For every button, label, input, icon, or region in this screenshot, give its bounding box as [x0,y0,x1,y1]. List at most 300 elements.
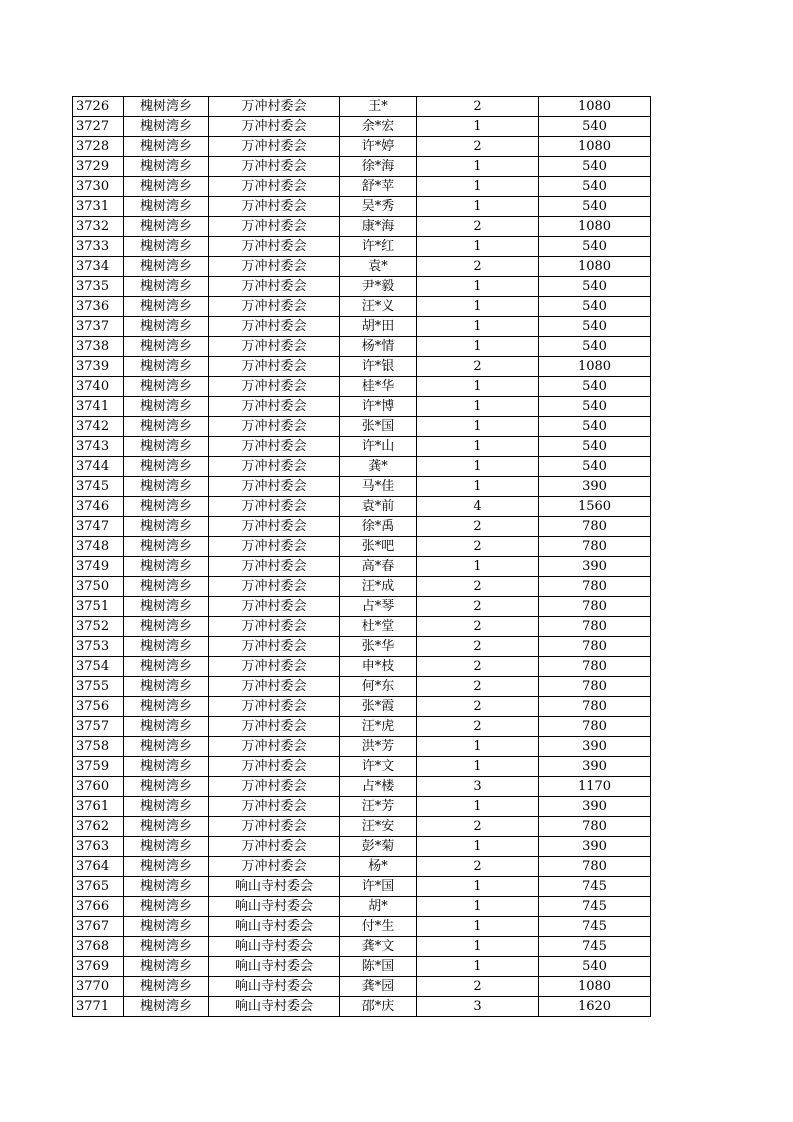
table-row [73,477,651,497]
person-name-cell: 袁*前 [340,497,417,517]
row-number-cell: 3757 [73,717,124,737]
table-row [73,437,651,457]
table-row [73,997,651,1017]
row-number-cell: 3726 [73,97,124,117]
row-number-cell: 3728 [73,137,124,157]
household-count-cell: 2 [417,817,539,837]
table-row [73,877,651,897]
table-row [73,677,651,697]
person-name-cell: 邵*庆 [340,997,417,1017]
township-cell: 槐树湾乡 [124,737,209,757]
household-count-cell: 2 [417,617,539,637]
household-count-cell: 1 [417,157,539,177]
person-name-cell: 许*国 [340,877,417,897]
household-count-cell: 1 [417,917,539,937]
township-cell: 槐树湾乡 [124,477,209,497]
township-cell: 槐树湾乡 [124,137,209,157]
table-row [73,517,651,537]
person-name-cell: 汪*芳 [340,797,417,817]
household-count-cell: 1 [417,897,539,917]
row-number-cell: 3754 [73,657,124,677]
amount-cell: 540 [539,417,651,437]
amount-cell: 540 [539,397,651,417]
person-name-cell: 陈*国 [340,957,417,977]
table-row [73,297,651,317]
household-count-cell: 2 [417,677,539,697]
table-row [73,457,651,477]
table-row [73,277,651,297]
household-count-cell: 2 [417,217,539,237]
table-row [73,737,651,757]
village-committee-cell: 万冲村委会 [209,117,340,137]
village-committee-cell: 万冲村委会 [209,157,340,177]
person-name-cell: 汪*虎 [340,717,417,737]
township-cell: 槐树湾乡 [124,257,209,277]
person-name-cell: 许*红 [340,237,417,257]
person-name-cell: 张*吧 [340,537,417,557]
person-name-cell: 舒*苹 [340,177,417,197]
township-cell: 槐树湾乡 [124,197,209,217]
row-number-cell: 3747 [73,517,124,537]
person-name-cell: 袁* [340,257,417,277]
person-name-cell: 王* [340,97,417,117]
table-row [73,777,651,797]
village-committee-cell: 万冲村委会 [209,617,340,637]
household-count-cell: 1 [417,797,539,817]
household-count-cell: 2 [417,517,539,537]
village-committee-cell: 万冲村委会 [209,537,340,557]
township-cell: 槐树湾乡 [124,717,209,737]
amount-cell: 745 [539,877,651,897]
township-cell: 槐树湾乡 [124,297,209,317]
township-cell: 槐树湾乡 [124,577,209,597]
township-cell: 槐树湾乡 [124,117,209,137]
village-committee-cell: 万冲村委会 [209,737,340,757]
roster-body [73,97,651,1017]
village-committee-cell: 响山寺村委会 [209,897,340,917]
table-row [73,817,651,837]
amount-cell: 780 [539,817,651,837]
amount-cell: 390 [539,837,651,857]
township-cell: 槐树湾乡 [124,437,209,457]
township-cell: 槐树湾乡 [124,957,209,977]
table-row [73,397,651,417]
township-cell: 槐树湾乡 [124,837,209,857]
amount-cell: 540 [539,377,651,397]
amount-cell: 540 [539,297,651,317]
row-number-cell: 3738 [73,337,124,357]
row-number-cell: 3733 [73,237,124,257]
amount-cell: 540 [539,177,651,197]
household-count-cell: 2 [417,357,539,377]
table-row [73,637,651,657]
amount-cell: 390 [539,757,651,777]
township-cell: 槐树湾乡 [124,757,209,777]
row-number-cell: 3771 [73,997,124,1017]
village-committee-cell: 万冲村委会 [209,717,340,737]
table-row [73,417,651,437]
row-number-cell: 3739 [73,357,124,377]
township-cell: 槐树湾乡 [124,777,209,797]
table-row [73,117,651,137]
village-committee-cell: 万冲村委会 [209,477,340,497]
table-row [73,537,651,557]
village-committee-cell: 万冲村委会 [209,317,340,337]
table-row [73,977,651,997]
household-count-cell: 1 [417,937,539,957]
township-cell: 槐树湾乡 [124,977,209,997]
household-count-cell: 2 [417,97,539,117]
person-name-cell: 张*霞 [340,697,417,717]
amount-cell: 540 [539,197,651,217]
township-cell: 槐树湾乡 [124,817,209,837]
township-cell: 槐树湾乡 [124,617,209,637]
table-row [73,97,651,117]
row-number-cell: 3727 [73,117,124,137]
person-name-cell: 吴*秀 [340,197,417,217]
row-number-cell: 3753 [73,637,124,657]
table-row [73,237,651,257]
table-row [73,137,651,157]
person-name-cell: 汪*安 [340,817,417,837]
amount-cell: 540 [539,237,651,257]
township-cell: 槐树湾乡 [124,417,209,437]
township-cell: 槐树湾乡 [124,177,209,197]
amount-cell: 745 [539,937,651,957]
person-name-cell: 龚*园 [340,977,417,997]
village-committee-cell: 响山寺村委会 [209,877,340,897]
row-number-cell: 3736 [73,297,124,317]
person-name-cell: 汪*义 [340,297,417,317]
township-cell: 槐树湾乡 [124,557,209,577]
village-committee-cell: 万冲村委会 [209,277,340,297]
household-count-cell: 2 [417,637,539,657]
household-count-cell: 1 [417,337,539,357]
township-cell: 槐树湾乡 [124,157,209,177]
table-row [73,837,651,857]
table-row [73,597,651,617]
household-count-cell: 1 [417,117,539,137]
village-committee-cell: 万冲村委会 [209,517,340,537]
village-committee-cell: 响山寺村委会 [209,957,340,977]
row-number-cell: 3758 [73,737,124,757]
household-count-cell: 2 [417,977,539,997]
village-committee-cell: 万冲村委会 [209,437,340,457]
person-name-cell: 马*佳 [340,477,417,497]
person-name-cell: 张*华 [340,637,417,657]
person-name-cell: 许*婷 [340,137,417,157]
township-cell: 槐树湾乡 [124,937,209,957]
person-name-cell: 许*博 [340,397,417,417]
amount-cell: 1170 [539,777,651,797]
person-name-cell: 余*宏 [340,117,417,137]
table-row [73,217,651,237]
household-count-cell: 1 [417,177,539,197]
household-count-cell: 1 [417,297,539,317]
person-name-cell: 占*琴 [340,597,417,617]
amount-cell: 540 [539,277,651,297]
row-number-cell: 3742 [73,417,124,437]
village-committee-cell: 万冲村委会 [209,857,340,877]
township-cell: 槐树湾乡 [124,497,209,517]
person-name-cell: 龚*文 [340,937,417,957]
table-row [73,657,651,677]
amount-cell: 780 [539,537,651,557]
township-cell: 槐树湾乡 [124,337,209,357]
table-row [73,617,651,637]
village-committee-cell: 万冲村委会 [209,417,340,437]
table-row [73,917,651,937]
village-committee-cell: 万冲村委会 [209,177,340,197]
row-number-cell: 3766 [73,897,124,917]
person-name-cell: 徐*禹 [340,517,417,537]
township-cell: 槐树湾乡 [124,657,209,677]
person-name-cell: 胡*田 [340,317,417,337]
amount-cell: 1080 [539,257,651,277]
person-name-cell: 张*国 [340,417,417,437]
row-number-cell: 3770 [73,977,124,997]
village-committee-cell: 响山寺村委会 [209,997,340,1017]
household-count-cell: 1 [417,317,539,337]
row-number-cell: 3751 [73,597,124,617]
township-cell: 槐树湾乡 [124,377,209,397]
household-count-cell: 2 [417,137,539,157]
township-cell: 槐树湾乡 [124,857,209,877]
township-cell: 槐树湾乡 [124,697,209,717]
amount-cell: 780 [539,617,651,637]
amount-cell: 780 [539,597,651,617]
person-name-cell: 占*楼 [340,777,417,797]
person-name-cell: 何*东 [340,677,417,697]
person-name-cell: 桂*华 [340,377,417,397]
row-number-cell: 3767 [73,917,124,937]
row-number-cell: 3752 [73,617,124,637]
row-number-cell: 3768 [73,937,124,957]
village-committee-cell: 响山寺村委会 [209,917,340,937]
village-committee-cell: 万冲村委会 [209,397,340,417]
row-number-cell: 3750 [73,577,124,597]
amount-cell: 1080 [539,97,651,117]
row-number-cell: 3745 [73,477,124,497]
village-committee-cell: 万冲村委会 [209,697,340,717]
person-name-cell: 付*生 [340,917,417,937]
row-number-cell: 3765 [73,877,124,897]
village-committee-cell: 响山寺村委会 [209,977,340,997]
village-committee-cell: 万冲村委会 [209,637,340,657]
table-row [73,717,651,737]
township-cell: 槐树湾乡 [124,917,209,937]
amount-cell: 780 [539,677,651,697]
household-count-cell: 1 [417,737,539,757]
row-number-cell: 3749 [73,557,124,577]
village-committee-cell: 万冲村委会 [209,837,340,857]
village-committee-cell: 万冲村委会 [209,777,340,797]
row-number-cell: 3737 [73,317,124,337]
amount-cell: 390 [539,737,651,757]
household-count-cell: 1 [417,377,539,397]
township-cell: 槐树湾乡 [124,877,209,897]
township-cell: 槐树湾乡 [124,597,209,617]
amount-cell: 390 [539,477,651,497]
village-committee-cell: 万冲村委会 [209,677,340,697]
village-committee-cell: 万冲村委会 [209,457,340,477]
amount-cell: 1080 [539,977,651,997]
table-row [73,697,651,717]
table-row [73,757,651,777]
township-cell: 槐树湾乡 [124,237,209,257]
township-cell: 槐树湾乡 [124,997,209,1017]
household-count-cell: 2 [417,657,539,677]
amount-cell: 780 [539,717,651,737]
amount-cell: 540 [539,957,651,977]
village-committee-cell: 万冲村委会 [209,557,340,577]
row-number-cell: 3730 [73,177,124,197]
household-count-cell: 2 [417,577,539,597]
amount-cell: 540 [539,337,651,357]
village-committee-cell: 万冲村委会 [209,797,340,817]
township-cell: 槐树湾乡 [124,537,209,557]
township-cell: 槐树湾乡 [124,517,209,537]
person-name-cell: 彭*菊 [340,837,417,857]
household-count-cell: 1 [417,557,539,577]
table-row [73,157,651,177]
village-committee-cell: 万冲村委会 [209,297,340,317]
person-name-cell: 申*枝 [340,657,417,677]
person-name-cell: 许*山 [340,437,417,457]
person-name-cell: 杨*情 [340,337,417,357]
amount-cell: 1080 [539,217,651,237]
row-number-cell: 3762 [73,817,124,837]
table-row [73,897,651,917]
table-row [73,937,651,957]
amount-cell: 1560 [539,497,651,517]
amount-cell: 780 [539,857,651,877]
amount-cell: 1080 [539,137,651,157]
household-count-cell: 1 [417,457,539,477]
row-number-cell: 3741 [73,397,124,417]
table-row [73,577,651,597]
person-name-cell: 龚* [340,457,417,477]
township-cell: 槐树湾乡 [124,457,209,477]
amount-cell: 390 [539,557,651,577]
village-committee-cell: 万冲村委会 [209,577,340,597]
amount-cell: 780 [539,637,651,657]
amount-cell: 780 [539,657,651,677]
village-committee-cell: 万冲村委会 [209,337,340,357]
village-committee-cell: 万冲村委会 [209,357,340,377]
row-number-cell: 3744 [73,457,124,477]
row-number-cell: 3735 [73,277,124,297]
village-committee-cell: 万冲村委会 [209,257,340,277]
township-cell: 槐树湾乡 [124,397,209,417]
household-count-cell: 2 [417,717,539,737]
village-committee-cell: 万冲村委会 [209,237,340,257]
household-count-cell: 3 [417,997,539,1017]
amount-cell: 390 [539,797,651,817]
village-committee-cell: 万冲村委会 [209,817,340,837]
table-row [73,177,651,197]
table-row [73,197,651,217]
person-name-cell: 汪*成 [340,577,417,597]
person-name-cell: 高*春 [340,557,417,577]
person-name-cell: 杜*堂 [340,617,417,637]
township-cell: 槐树湾乡 [124,797,209,817]
table-row [73,497,651,517]
person-name-cell: 尹*毅 [340,277,417,297]
household-count-cell: 1 [417,877,539,897]
table-row [73,957,651,977]
amount-cell: 540 [539,457,651,477]
table-row [73,797,651,817]
table-row [73,557,651,577]
village-committee-cell: 万冲村委会 [209,97,340,117]
amount-cell: 780 [539,577,651,597]
village-committee-cell: 万冲村委会 [209,657,340,677]
row-number-cell: 3731 [73,197,124,217]
amount-cell: 780 [539,697,651,717]
row-number-cell: 3746 [73,497,124,517]
table-row [73,377,651,397]
person-name-cell: 胡* [340,897,417,917]
person-name-cell: 康*海 [340,217,417,237]
household-count-cell: 3 [417,777,539,797]
amount-cell: 540 [539,437,651,457]
household-count-cell: 2 [417,257,539,277]
township-cell: 槐树湾乡 [124,637,209,657]
household-count-cell: 1 [417,417,539,437]
row-number-cell: 3743 [73,437,124,457]
household-count-cell: 2 [417,597,539,617]
row-number-cell: 3734 [73,257,124,277]
village-committee-cell: 响山寺村委会 [209,937,340,957]
township-cell: 槐树湾乡 [124,277,209,297]
household-count-cell: 1 [417,837,539,857]
village-committee-cell: 万冲村委会 [209,197,340,217]
row-number-cell: 3756 [73,697,124,717]
household-count-cell: 1 [417,277,539,297]
row-number-cell: 3764 [73,857,124,877]
household-count-cell: 4 [417,497,539,517]
village-committee-cell: 万冲村委会 [209,757,340,777]
household-count-cell: 1 [417,197,539,217]
amount-cell: 540 [539,157,651,177]
household-count-cell: 2 [417,697,539,717]
household-count-cell: 1 [417,437,539,457]
amount-cell: 1620 [539,997,651,1017]
village-committee-cell: 万冲村委会 [209,597,340,617]
person-name-cell: 洪*芳 [340,737,417,757]
row-number-cell: 3729 [73,157,124,177]
row-number-cell: 3763 [73,837,124,857]
amount-cell: 745 [539,917,651,937]
row-number-cell: 3755 [73,677,124,697]
township-cell: 槐树湾乡 [124,97,209,117]
table-row [73,337,651,357]
household-count-cell: 1 [417,757,539,777]
table-row [73,357,651,377]
amount-cell: 1080 [539,357,651,377]
village-committee-cell: 万冲村委会 [209,497,340,517]
row-number-cell: 3769 [73,957,124,977]
person-name-cell: 杨* [340,857,417,877]
household-count-cell: 1 [417,957,539,977]
row-number-cell: 3759 [73,757,124,777]
table-row [73,257,651,277]
row-number-cell: 3761 [73,797,124,817]
roster-table [72,96,651,1017]
table-row [73,317,651,337]
amount-cell: 780 [539,517,651,537]
